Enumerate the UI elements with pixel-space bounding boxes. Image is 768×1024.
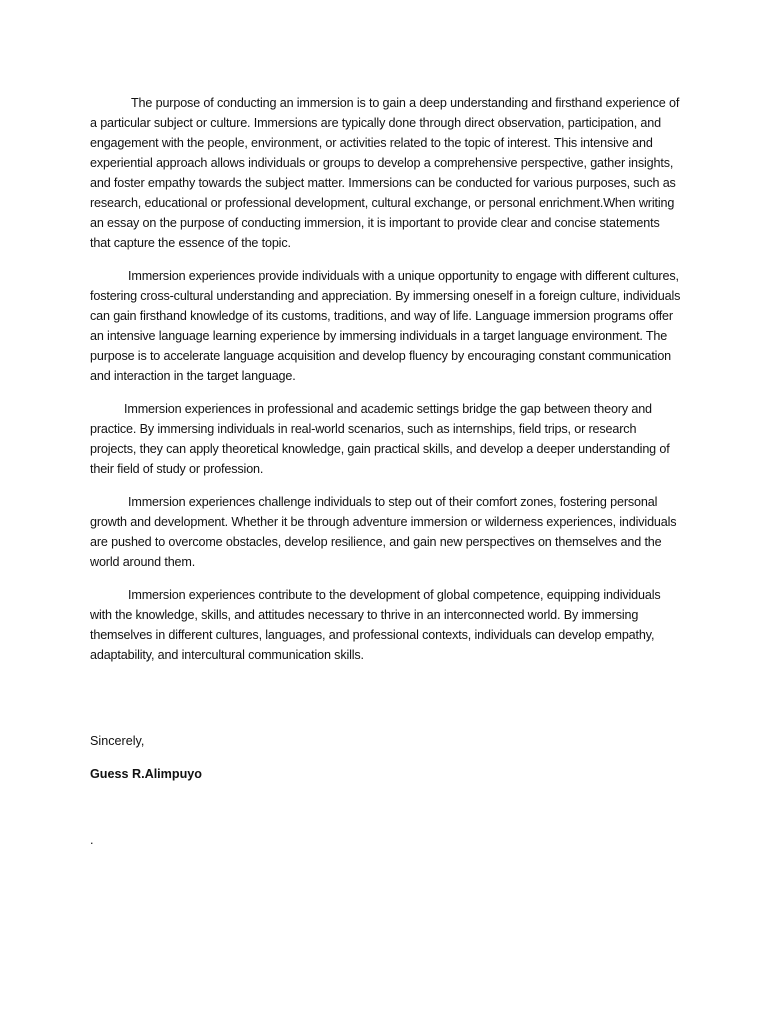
document-body xyxy=(90,93,682,678)
paragraph-purpose: The purpose of conducting an immersion is to gain a deep understanding and firsthand experience of a particular subject or culture. Immersions are typically done through direct observation, participation, and engagement with the people, environment, or activities related to the topic of interest. This intensive and experiential approach allows individuals or groups to develop a comprehensive perspective, gather insights, and foster empathy towards the subject matter. Immersions can be conducted for various purposes, such as research, educational or professional development, cultural exchange, or personal enrichment.When writing an essay on the purpose of conducting immersion, it is important to provide clear and concise statements that capture the essence of the topic. xyxy=(90,96,680,250)
paragraph-professional-immersion: Immersion experiences in professional and academic settings bridge the gap between theory and practice. By immersing individuals in real-world scenarios, such as internships, field trips, or research projects, they can apply theoretical knowledge, gain practical skills, and develop a deeper understanding of their field of study or profession. xyxy=(90,402,670,476)
signature-name: Guess R.Alimpuyo xyxy=(90,767,202,781)
trailing-period: . xyxy=(90,833,94,847)
paragraph-cultural-immersion: Immersion experiences provide individuals with a unique opportunity to engage with different cultures, fostering cross-cultural understanding and appreciation. By immersing oneself in a foreign culture, individuals can gain firsthand knowledge of its customs, traditions, and way of life. Language immersion programs offer an intensive language learning experience by immersing individuals in a target language environment. The purpose is to accelerate language acquisition and develop fluency by encouraging constant communication and interaction in the target language. xyxy=(90,269,681,383)
closing-salutation: Sincerely, xyxy=(90,734,145,748)
paragraph-global-competence: Immersion experiences contribute to the development of global competence, equipping individuals with the knowledge, skills, and attitudes necessary to thrive in an interconnected world. By immersing themselves in different cultures, languages, and professional contexts, individuals can develop empathy, adaptability, and intercultural communication skills. xyxy=(90,588,661,662)
paragraph-personal-growth: Immersion experiences challenge individuals to step out of their comfort zones, fostering personal growth and development. Whether it be through adventure immersion or wilderness experiences, individuals are pushed to overcome obstacles, develop resilience, and gain new perspectives on themselves and the world around them. xyxy=(90,495,677,569)
